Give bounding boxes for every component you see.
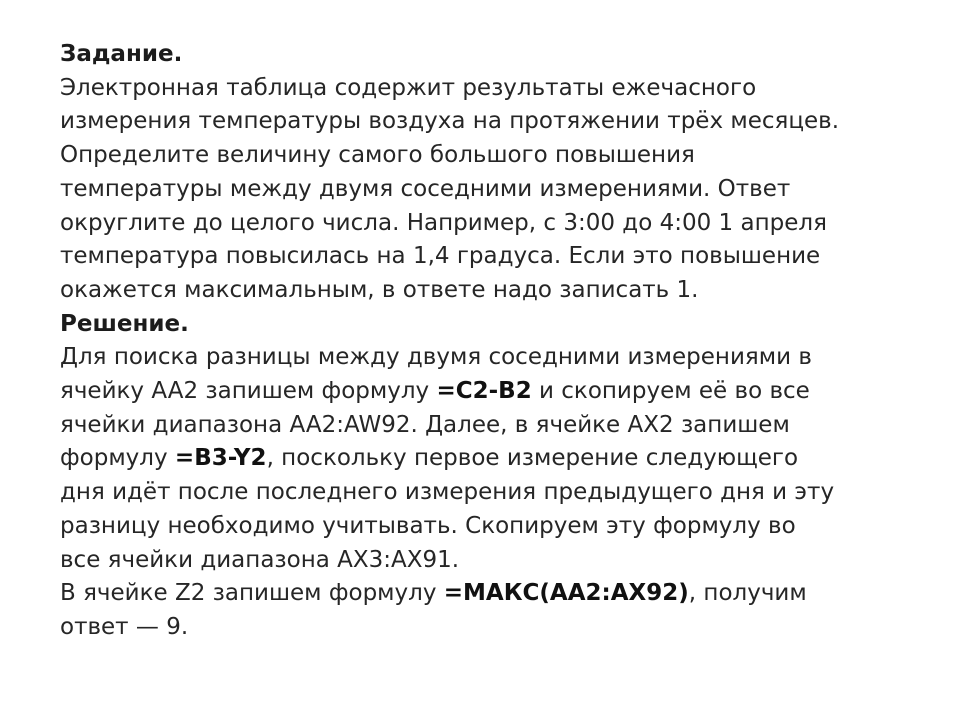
task-line-1: Электронная таблица содержит результаты ежечасного [60,74,757,101]
task-line-2: измерения температуры воздуха на протяжении трёх месяцев. [60,108,840,135]
task-line-4: температуры между двумя соседними измерениями. Ответ [60,175,791,202]
solution-line-8-end: , получим [688,580,807,607]
solution-line-7: все ячейки диапазона AX3:AX91. [60,546,460,573]
solution-line-1: Для поиска разницы между двумя соседними измерениями в [60,344,812,371]
task-line-5: округлите до целого числа. Например, с 3:00 до 4:00 1 апреля [60,209,827,236]
solution-line-3: ячейки диапазона AA2:AW92. Далее, в ячейке AX2 запишем [60,411,790,438]
task-line-6: температура повысилась на 1,4 градуса. Если это повышение [60,243,821,270]
task-line-7: окажется максимальным, в ответе надо записать 1. [60,276,699,303]
solution-answer-line: ответ — 9. [60,613,189,640]
solution-line-8-start: В ячейке Z2 запишем формулу [60,580,444,607]
solution-line-4 [60,442,910,476]
solution-line-2 [60,375,910,409]
formula-max: =МАКС(AA2:AX92) [443,580,689,607]
task-line-3: Определите величину самого большого повышения [60,142,695,169]
solution-line-4-end: , поскольку первое измерение следующего [266,445,799,472]
solution-line-6: разницу необходимо учитывать. Скопируем эту формулу во [60,512,796,539]
solution-heading: Решение. [60,310,189,337]
solution-line-5: дня идёт после последнего измерения предыдущего дня и эту [60,479,835,506]
formula-b3-minus-y2: =B3-Y2 [174,445,267,472]
solution-line-2-start: ячейку AA2 запишем формулу [60,378,437,405]
solution-line-4-start: формулу [60,445,175,472]
task-heading: Задание. [60,41,183,67]
formula-c2-minus-b2: =C2-B2 [436,378,532,405]
solution-line-8 [60,577,910,611]
slide-text [60,38,910,645]
solution-line-2-end: и скопируем её во все [531,378,810,405]
